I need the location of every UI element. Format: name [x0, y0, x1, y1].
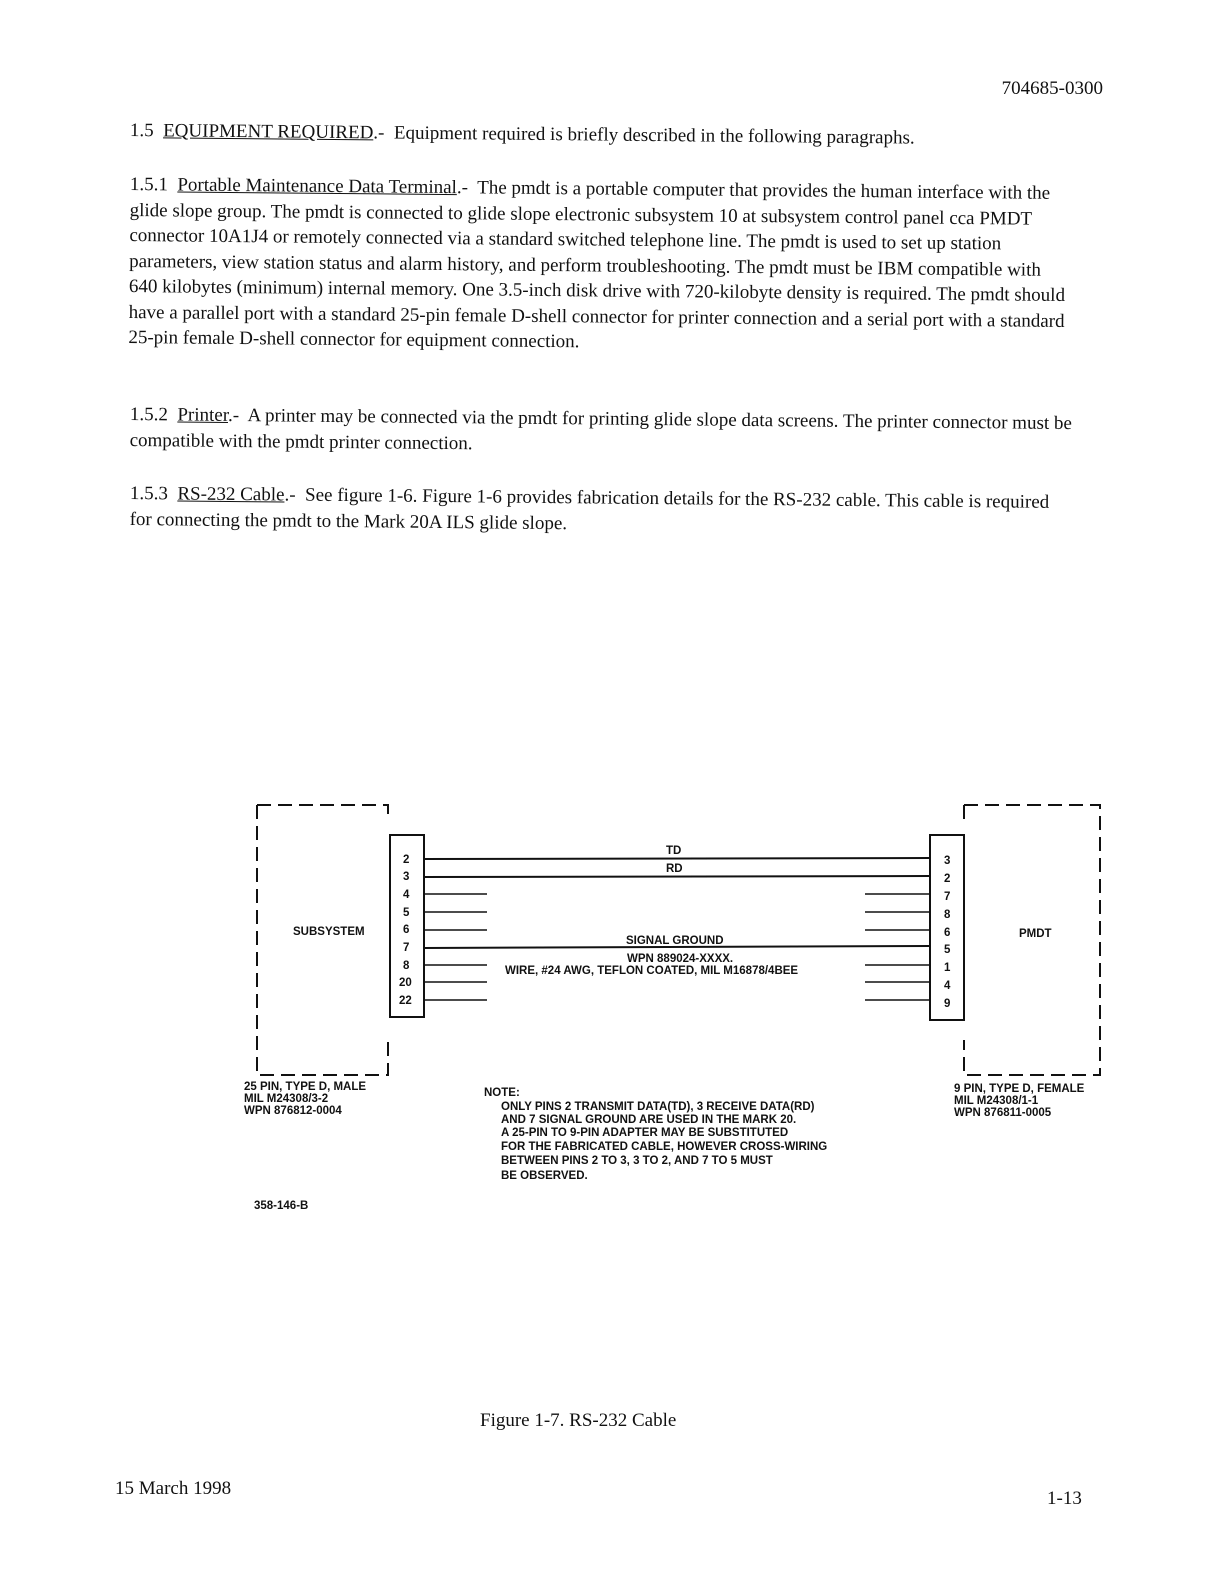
document-number: 704685-0300	[1001, 78, 1103, 99]
note-line: AND 7 SIGNAL GROUND ARE USED IN THE MARK 20.	[501, 1114, 797, 1126]
left-pin-number: 8	[403, 960, 410, 972]
left-pin-number: 5	[403, 907, 410, 919]
left-connector-boundary	[257, 805, 388, 1075]
note-line: BE OBSERVED.	[501, 1170, 588, 1182]
right-pin-number: 4	[944, 980, 951, 992]
left-connector-spec: WPN 876812-0004	[244, 1105, 342, 1117]
wire-td	[424, 858, 930, 859]
section-body: A printer may be connected via the pmdt for printing glide slope data screens. The printer connector must be compatible with the pmdt printer connection.	[129, 405, 1072, 454]
drawing-number: 358-146-B	[254, 1200, 309, 1212]
section-title: EQUIPMENT REQUIRED	[163, 120, 374, 144]
section-body: See figure 1-6. Figure 1-6 provides fabrication details for the RS-232 cable. This cable is required for connecting the pmdt to the Mark 20A ILS glide slope.	[129, 484, 1050, 534]
wpn-label: WPN 889024-XXXX.	[627, 953, 734, 965]
left-pin-number: 3	[403, 871, 410, 883]
section-body: Equipment required is briefly described in the following paragraphs.	[393, 122, 915, 149]
right-connector-boundary	[964, 805, 1100, 1075]
rd-label: RD	[666, 863, 683, 875]
section-number: 1.5.2	[129, 403, 168, 426]
section-1-5-3	[130, 481, 1075, 541]
wire-spec-label: WIRE, #24 AWG, TEFLON COATED, MIL M16878/4BEE	[505, 965, 799, 977]
note-line: FOR THE FABRICATED CABLE, HOWEVER CROSS-WIRING	[501, 1141, 828, 1153]
section-separator: .-	[284, 484, 296, 506]
left-pin-number: 20	[399, 977, 412, 989]
section-title: Portable Maintenance Data Terminal	[177, 174, 457, 199]
signal-ground-label: SIGNAL GROUND	[626, 935, 724, 947]
subsystem-label: SUBSYSTEM	[293, 926, 365, 938]
left-connector-spec: 25 PIN, TYPE D, MALE	[244, 1081, 367, 1093]
section-title: RS-232 Cable	[177, 483, 285, 506]
left-pin-number: 6	[403, 924, 410, 936]
right-connector-spec: 9 PIN, TYPE D, FEMALE	[954, 1083, 1085, 1095]
section-title: Printer	[177, 404, 229, 426]
note-title: NOTE:	[484, 1087, 520, 1099]
section-number: 1.5.3	[129, 482, 168, 505]
right-pin-number: 5	[944, 944, 951, 956]
page-number: 1-13	[1047, 1488, 1082, 1509]
right-pin-number: 1	[944, 962, 951, 974]
section-1-5-1	[128, 172, 1075, 360]
figure-caption: Figure 1-7. RS-232 Cable	[480, 1410, 677, 1431]
left-pin-number: 7	[403, 942, 410, 954]
left-connector-spec: MIL M24308/3-2	[244, 1093, 329, 1105]
right-connector-spec: MIL M24308/1-1	[954, 1095, 1039, 1107]
section-body: The pmdt is a portable computer that provides the human interface with the glide slope group. The pmdt is connected to glide slope electronic subsystem 10 at subsystem control panel cca PMDT connector 10A1J4 or remotely connected via a standard switched telephone line. The pmdt is used to set up station parameters, view station status and alarm history, and perform troubleshooting. The pmdt must be IBM compatible with 640 kilobytes (minimum) internal memory. One 3.5-inch disk drive with 720-kilobyte density is required. The pmdt should have a parallel port with a standard 25-pin female D-shell connector for printer connection and a serial port with a standard 25-pin female D-shell connector for equipment connection.	[128, 177, 1066, 353]
left-pin-number: 4	[403, 889, 410, 901]
td-label: TD	[666, 845, 682, 857]
right-pin-number: 2	[944, 873, 951, 885]
right-pin-number: 3	[944, 855, 951, 867]
right-pin-number: 8	[944, 909, 951, 921]
note-line: A 25-PIN TO 9-PIN ADAPTER MAY BE SUBSTITUTED	[501, 1127, 789, 1139]
left-pin-number: 2	[403, 854, 410, 866]
section-number: 1.5	[129, 119, 154, 142]
rs232-cable-diagram	[0, 790, 1221, 1220]
section-1-5	[130, 118, 1075, 153]
note-line: BETWEEN PINS 2 TO 3, 3 TO 2, AND 7 TO 5 MUST	[501, 1155, 773, 1167]
section-number: 1.5.1	[129, 173, 168, 196]
note-line: ONLY PINS 2 TRANSMIT DATA(TD), 3 RECEIVE DATA(RD)	[501, 1101, 815, 1113]
right-connector-spec: WPN 876811-0005	[954, 1107, 1052, 1119]
wire-rd	[424, 876, 930, 877]
section-1-5-2	[130, 402, 1075, 462]
pmdt-label: PMDT	[1019, 928, 1052, 940]
section-separator: .-	[227, 404, 240, 427]
right-pin-number: 9	[944, 998, 951, 1010]
section-separator: .-	[373, 122, 385, 144]
right-pin-number: 7	[944, 891, 951, 903]
section-separator: .-	[456, 177, 469, 199]
right-pin-number: 6	[944, 927, 951, 939]
left-pin-number: 22	[399, 995, 412, 1007]
footer-date: 15 March 1998	[115, 1478, 232, 1499]
